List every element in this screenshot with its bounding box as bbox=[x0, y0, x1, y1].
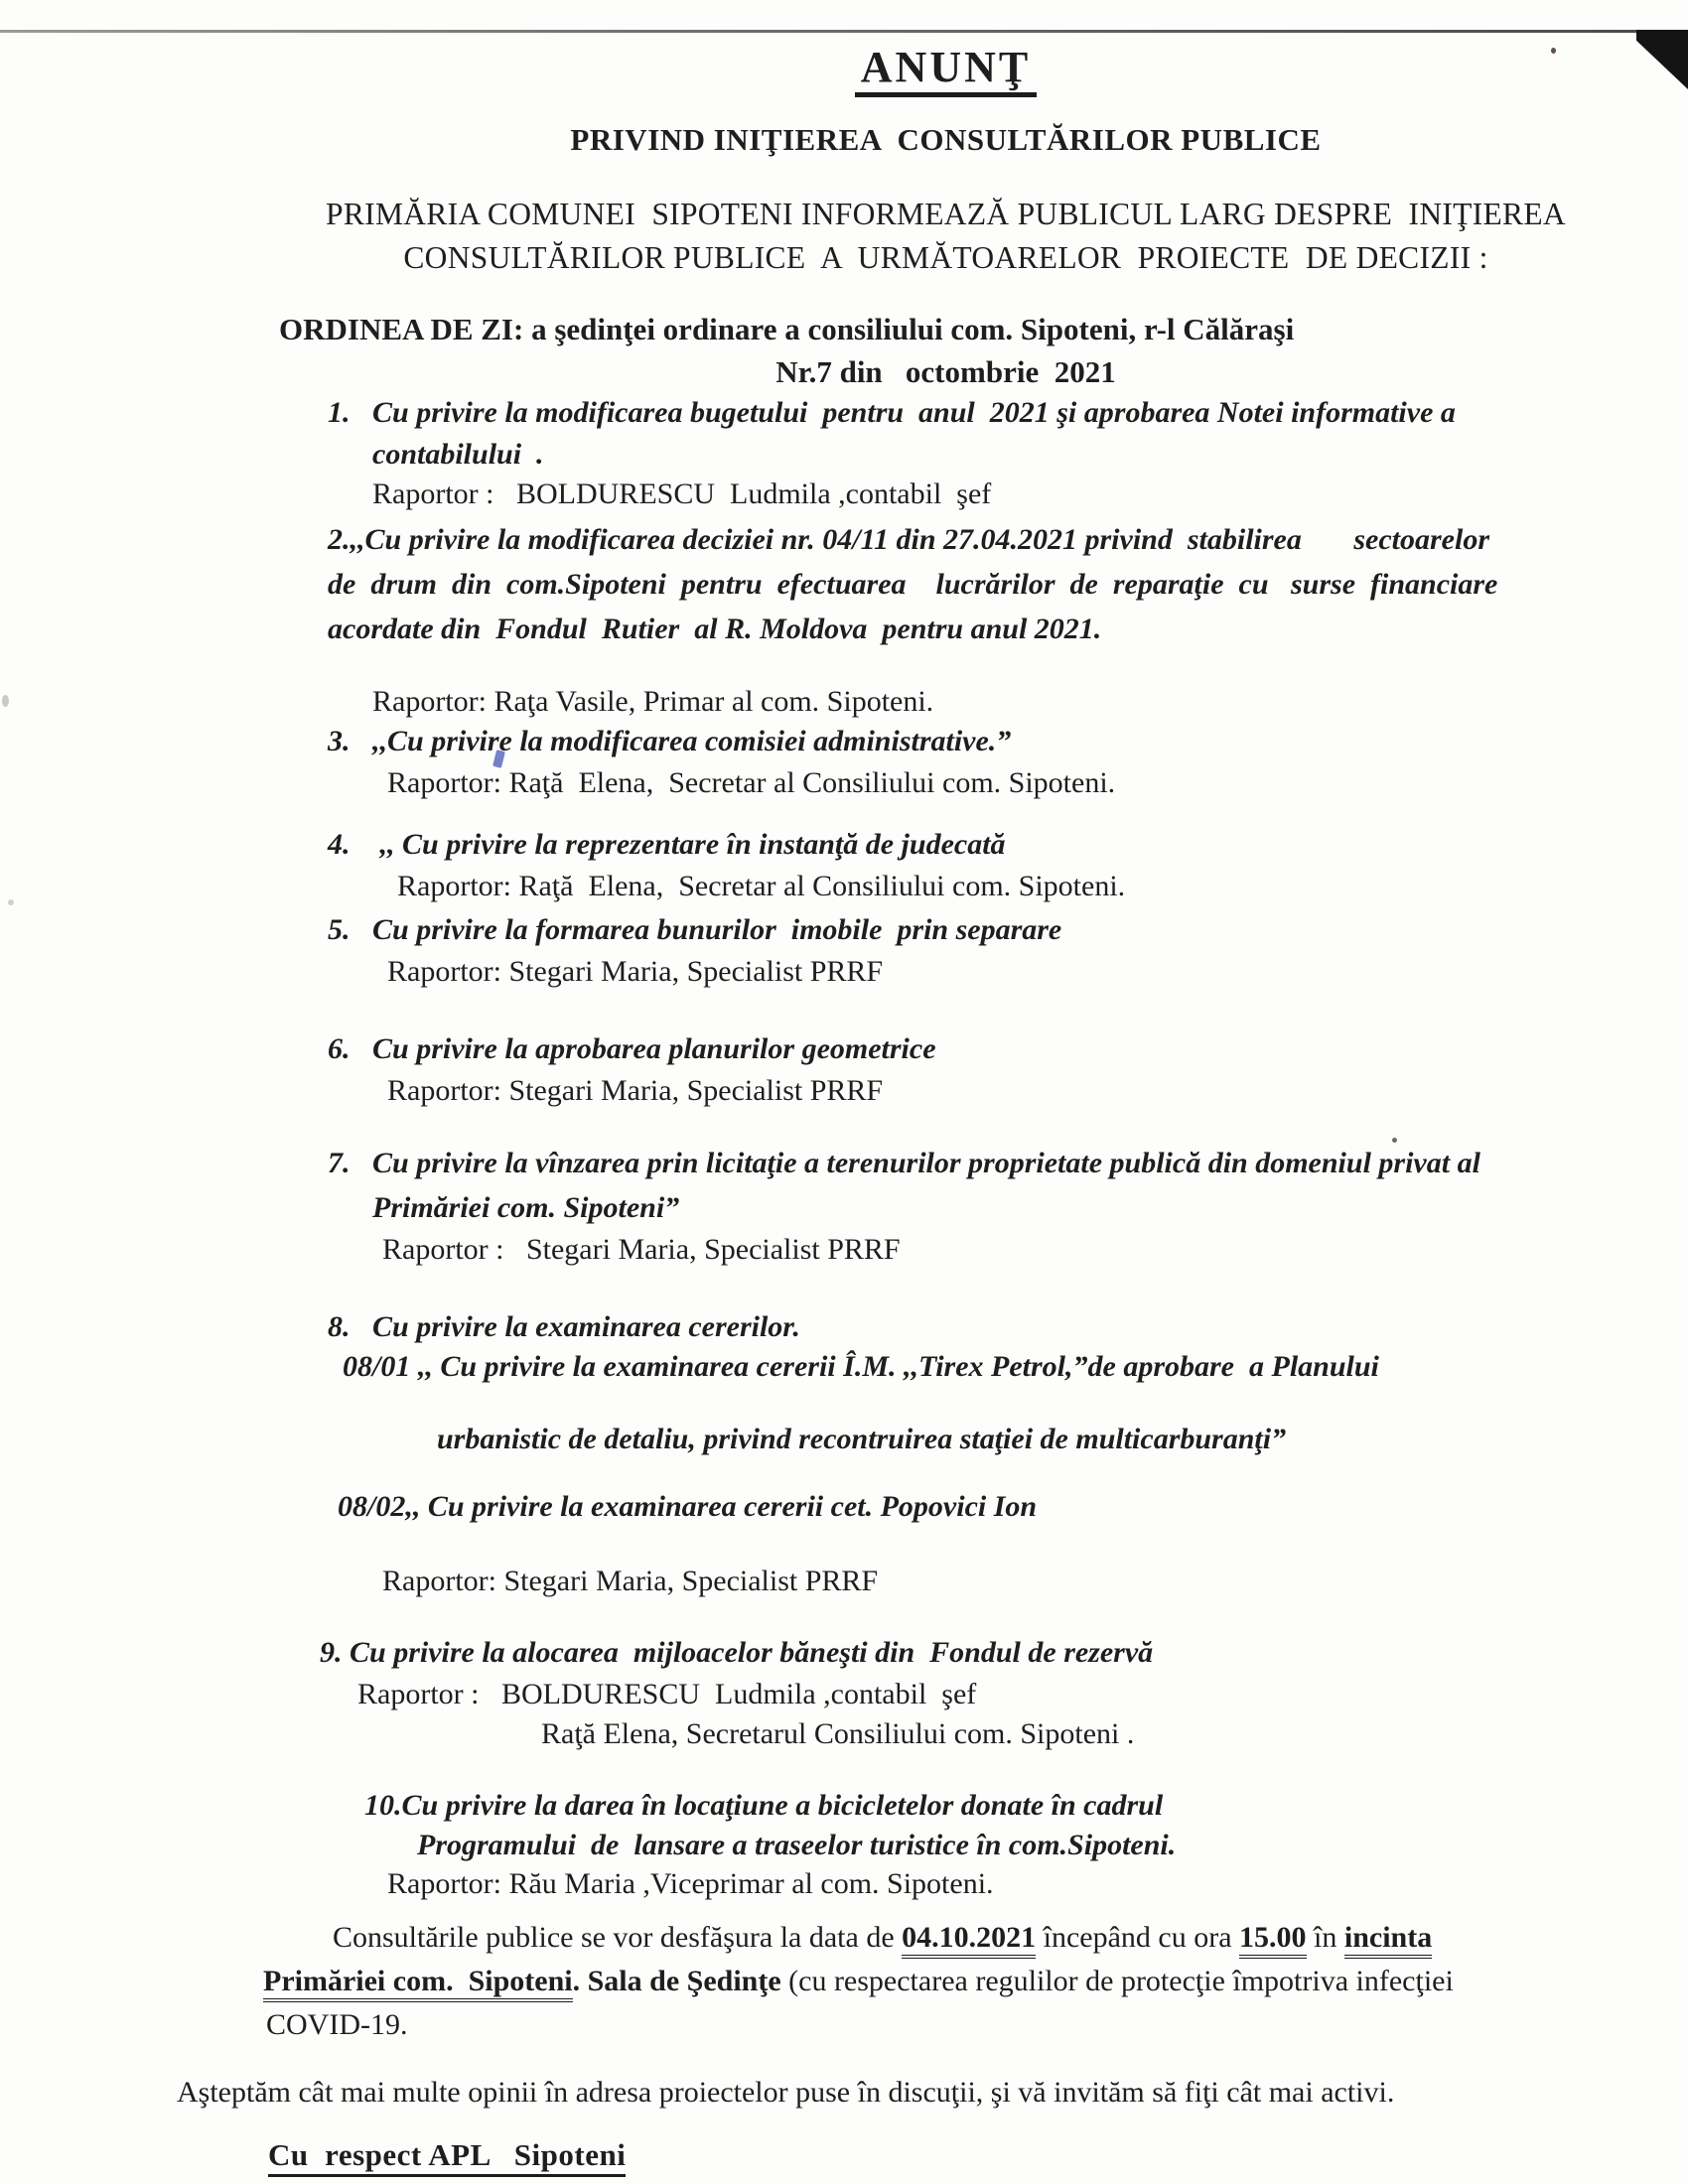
agenda-item-10-line-2: Programului de lansare a traseelor turistice în com.Sipoteni. bbox=[417, 1829, 1177, 1861]
agenda-item-2-line-1: 2.,,Cu privire la modificarea deciziei nr. 04/11 din 27.04.2021 privind stabilirea sectoarelor bbox=[328, 523, 1489, 556]
session-number: Nr.7 din octombrie 2021 bbox=[775, 354, 1116, 389]
agenda-item-6-title: 6. Cu privire la aprobarea planurilor geometrice bbox=[328, 1032, 936, 1065]
agenda-item-9-raportor-2: Raţă Elena, Secretarul Consiliului com. Sipoteni . bbox=[541, 1717, 1135, 1750]
invitation-line: Aşteptăm cât mai multe opinii în adresa proiectelor puse în discuţii, şi vă invităm să fiţi cât mai activi. bbox=[177, 2076, 1395, 2109]
intro-line-1: PRIMĂRIA COMUNEI SIPOTENI INFORMEAZĂ PUBLICUL LARG DESPRE INIŢIEREA bbox=[326, 197, 1566, 231]
agenda-item-7-line-1: 7. Cu privire la vînzarea prin licitaţie a terenurilor proprietate publică din domeniul privat al bbox=[328, 1147, 1480, 1179]
scan-speck bbox=[8, 899, 14, 905]
consultation-room: Sala de Şedinţe bbox=[587, 1965, 781, 1997]
agenda-item-9-raportor-1: Raportor : BOLDURESCU Ludmila ,contabil şef bbox=[357, 1678, 977, 1710]
agenda-item-7-line-2: Primăriei com. Sipoteni” bbox=[372, 1191, 680, 1224]
agenda-item-7-raportor: Raportor : Stegari Maria, Specialist PRRF bbox=[382, 1233, 901, 1266]
agenda-item-1-line-2: contabilului . bbox=[372, 438, 544, 471]
agenda-item-1-raportor: Raportor : BOLDURESCU Ludmila ,contabil şef bbox=[372, 478, 992, 510]
consultation-time: 15.00 bbox=[1239, 1921, 1307, 1959]
agenda-item-10-raportor: Raportor: Rău Maria ,Viceprimar al com. Sipoteni. bbox=[387, 1867, 994, 1900]
agenda-item-3-raportor: Raportor: Raţă Elena, Secretar al Consiliului com. Sipoteni. bbox=[387, 766, 1116, 799]
agenda-item-5-title: 5. Cu privire la formarea bunurilor imobile prin separare bbox=[328, 913, 1062, 946]
signature-line bbox=[268, 2136, 626, 2175]
consultation-place: incinta bbox=[1344, 1921, 1432, 1959]
scan-speck bbox=[1392, 1138, 1397, 1143]
signature-text: Cu respect APL Sipoteni bbox=[268, 2137, 626, 2177]
intro-line-2: CONSULTĂRILOR PUBLICE A URMĂTOARELOR PROIECTE DE DECIZII : bbox=[403, 240, 1488, 275]
closing-text: Consultările publice se vor desfăşura la data de bbox=[333, 1921, 903, 1954]
agenda-item-9-title: 9. Cu privire la alocarea mijloacelor băneşti din Fondul de rezervă bbox=[320, 1636, 1154, 1669]
agenda-item-8-raportor: Raportor: Stegari Maria, Specialist PRRF bbox=[382, 1565, 879, 1597]
agenda-item-2-line-2: de drum din com.Sipoteni pentru efectuarea lucrărilor de reparaţie cu surse financiare bbox=[328, 568, 1498, 601]
scan-edge-line bbox=[0, 30, 1688, 33]
consultation-place-2: Primăriei com. Sipoteni bbox=[263, 1965, 573, 2002]
closing-line-2 bbox=[263, 1963, 1454, 2000]
closing-text: (cu respectarea regulilor de protecţie împotriva infecţiei bbox=[780, 1965, 1454, 1997]
agenda-item-2-raportor: Raportor: Raţa Vasile, Primar al com. Sipoteni. bbox=[372, 685, 934, 718]
scan-corner-artifact bbox=[1636, 30, 1688, 89]
agenda-item-6-raportor: Raportor: Stegari Maria, Specialist PRRF bbox=[387, 1074, 884, 1107]
document-subtitle: PRIVIND INIŢIEREA CONSULTĂRILOR PUBLICE bbox=[570, 122, 1322, 157]
agenda-item-4-title: 4. ,, Cu privire la reprezentare în instanţă de judecată bbox=[328, 828, 1006, 861]
closing-text: . bbox=[572, 1965, 588, 1997]
closing-text: în bbox=[1306, 1921, 1344, 1954]
document-title: ANUNŢ bbox=[263, 40, 1628, 94]
agenda-item-8-sub-2: urbanistic de detaliu, privind recontruirea staţiei de multicarburanţi” bbox=[437, 1423, 1287, 1455]
agenda-item-4-raportor: Raportor: Raţă Elena, Secretar al Consiliului com. Sipoteni. bbox=[397, 870, 1126, 902]
agenda-item-8-sub-1: 08/01 ,, Cu privire la examinarea cererii Î.M. ,,Tirex Petrol,”de aprobare a Planului bbox=[343, 1350, 1379, 1383]
closing-text: începând cu ora bbox=[1036, 1921, 1240, 1954]
agenda-item-5-raportor: Raportor: Stegari Maria, Specialist PRRF bbox=[387, 955, 884, 988]
agenda-item-8-title: 8. Cu privire la examinarea cererilor. bbox=[328, 1310, 800, 1343]
scan-speck bbox=[2, 695, 9, 707]
consultation-date: 04.10.2021 bbox=[902, 1921, 1036, 1959]
agenda-item-1-line-1: 1. Cu privire la modificarea bugetului pentru anul 2021 şi aprobarea Notei informative a bbox=[328, 396, 1456, 429]
agenda-item-8-sub-3: 08/02,, Cu privire la examinarea cererii cet. Popovici Ion bbox=[338, 1490, 1038, 1523]
agenda-item-3-title: 3. ,,Cu privire la modificarea comisiei administrative.” bbox=[328, 725, 1012, 757]
agenda-item-10-line-1: 10.Cu privire la darea în locaţiune a bicicletelor donate în cadrul bbox=[364, 1789, 1164, 1822]
agenda-item-2-line-3: acordate din Fondul Rutier al R. Moldova pentru anul 2021. bbox=[328, 613, 1102, 645]
agenda-heading: ORDINEA DE ZI: a şedinţei ordinare a consiliului com. Sipoteni, r-l Călăraşi bbox=[279, 312, 1295, 346]
closing-line-3: COVID-19. bbox=[266, 2008, 408, 2041]
closing-line-1 bbox=[333, 1919, 1432, 1957]
